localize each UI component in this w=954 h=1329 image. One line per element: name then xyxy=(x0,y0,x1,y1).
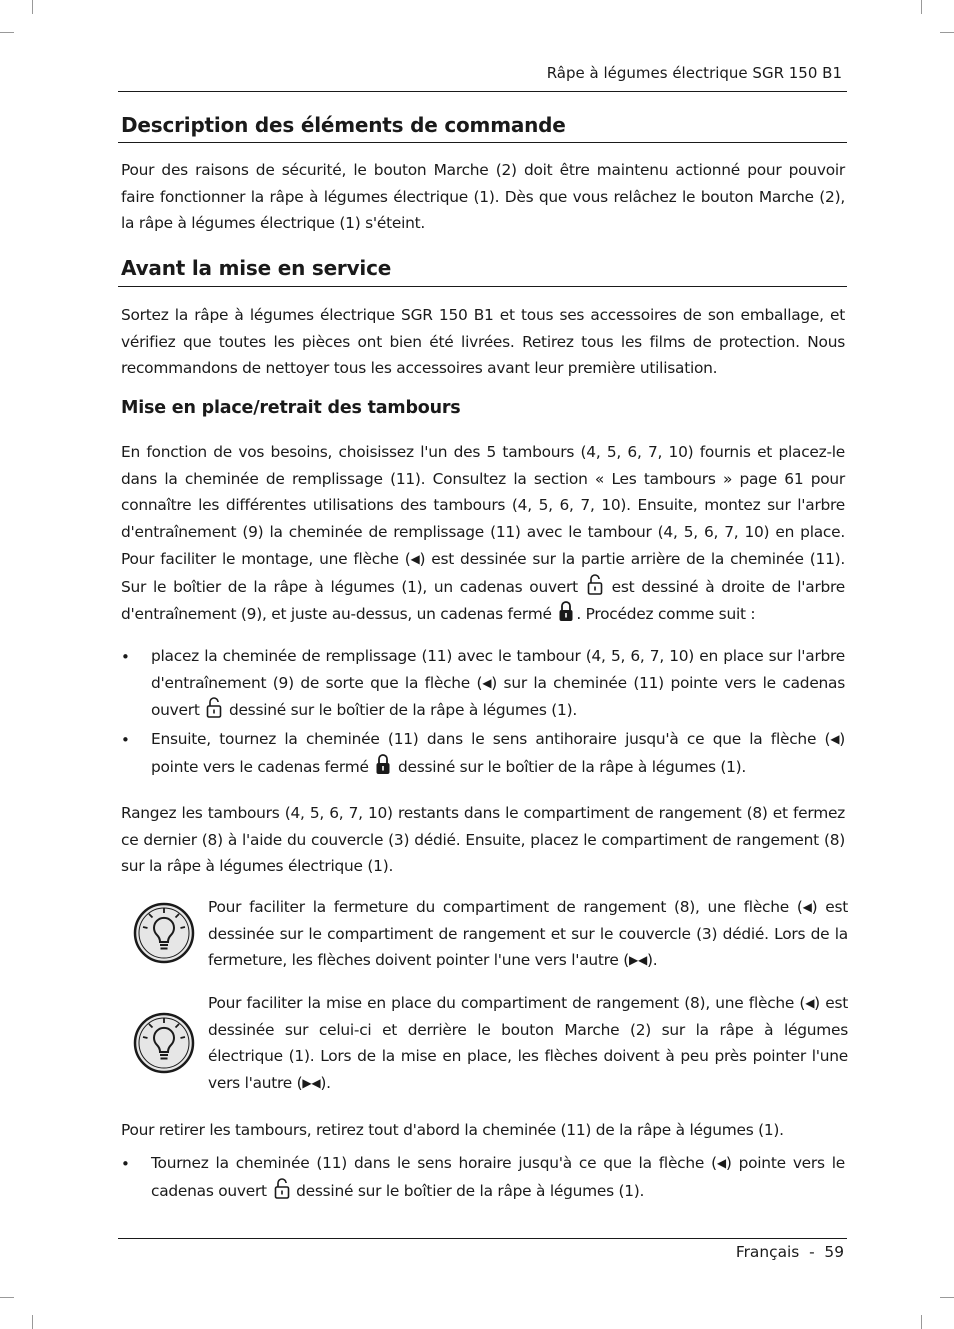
subsection-title-drums: Mise en place/retrait des tambours xyxy=(121,398,461,418)
crop-mark xyxy=(940,32,954,33)
arrow-left-symbol: ◀ xyxy=(805,996,815,1010)
list-item xyxy=(151,643,845,724)
text-fragment: ). xyxy=(647,951,658,970)
text-fragment: ) pointe vers le cadenas fermé xyxy=(151,730,845,776)
arrow-left-symbol: ◀ xyxy=(802,900,812,914)
paragraph-storage: Rangez les tambours (4, 5, 6, 7, 10) restants dans le compartiment de rangement (8) et fermez ce dernier (8) à l'aide du couvercle (3) dédié. Ensuite, placez le compartiment de rangement (8) sur la râpe à légumes électrique (1). xyxy=(121,804,845,876)
text-fragment: placez la cheminée de remplissage (11) avec le tambour (4, 5, 6, 7, 10) en place sur l'arbre d'entraînement (9) de sorte que la flèche ( xyxy=(151,647,845,692)
crop-mark xyxy=(921,1315,922,1329)
crop-mark xyxy=(921,0,922,14)
header-rule xyxy=(118,91,847,92)
text-fragment: Tournez la cheminée (11) dans le sens horaire jusqu'à ce que la flèche ( xyxy=(151,1154,717,1172)
text-fragment: dessiné sur le boîtier de la râpe à légumes (1). xyxy=(228,701,577,720)
padlock-open-icon xyxy=(587,573,603,595)
text-fragment: Pour faciliter la fermeture du compartiment de rangement (8), une flèche ( xyxy=(208,898,803,916)
arrow-left-symbol: ◀ xyxy=(410,551,420,566)
paragraph-remove-drums: Pour retirer les tambours, retirez tout d'abord la cheminée (11) de la râpe à légumes (1). xyxy=(121,1121,784,1139)
text-fragment: ). xyxy=(320,1074,331,1093)
bullet-marker: • xyxy=(121,731,130,749)
text-fragment: Ensuite, tournez la cheminée (11) dans le sens antihoraire jusqu'à ce que la flèche ( xyxy=(151,730,831,748)
arrows-facing-symbol: ▶◀ xyxy=(629,953,648,968)
section-rule xyxy=(118,142,847,143)
crop-mark xyxy=(32,0,33,14)
arrow-left-symbol: ◀ xyxy=(830,732,840,746)
padlock-closed-icon xyxy=(558,600,574,622)
lightbulb-tip-icon xyxy=(133,902,195,964)
crop-mark xyxy=(32,1315,33,1329)
arrow-left-symbol: ◀ xyxy=(716,1156,726,1170)
text-fragment: dessiné sur le boîtier de la râpe à légumes (1). xyxy=(398,757,747,776)
section-title-description: Description des éléments de commande xyxy=(121,113,566,137)
list-item xyxy=(151,1150,845,1204)
arrows-facing-symbol: ▶◀ xyxy=(302,1076,321,1091)
padlock-open-icon xyxy=(206,696,222,718)
text-fragment: dessiné sur le boîtier de la râpe à légumes (1). xyxy=(296,1181,645,1200)
tip-paragraph xyxy=(208,990,848,1097)
text-fragment: ) est dessinée sur celui-ci et derrière le bouton Marche (2) sur la râpe à légumes électrique (1). Lors de la mise en place, les flèches doivent à peu près pointer l'une vers l'autre ( xyxy=(208,994,848,1093)
section-title-before-use: Avant la mise en service xyxy=(121,256,392,280)
text-fragment: ) sur la cheminée (11) pointe vers le cadenas ouvert xyxy=(151,673,845,720)
paragraph-drums xyxy=(121,439,845,628)
padlock-open-icon xyxy=(274,1177,290,1199)
text-fragment: est dessiné à droite de l'arbre d'entraînement (9), et juste au-dessus, un cadenas fermé xyxy=(121,577,845,624)
section-rule xyxy=(118,286,847,287)
crop-mark xyxy=(0,32,14,33)
running-header: Râpe à légumes électrique SGR 150 B1 xyxy=(546,64,842,82)
text-fragment: ) est dessinée sur la partie arrière de la cheminée (11). Sur le boîtier de la râpe à légumes (1), un cadenas ouvert xyxy=(121,549,846,596)
bullet-marker: • xyxy=(121,1155,130,1173)
page-number: Français - 59 xyxy=(735,1243,844,1261)
text-fragment: En fonction de vos besoins, choisissez l'un des 5 tambours (4, 5, 6, 7, 10) fournis et placez-le dans la cheminée de remplissage (11). Consultez la section « Les tambours » page 61 pour connaître les différentes utilisations des tambours (4, 5, 6, 7, 10). Ensuite, montez sur l'arbre d'entraînement (9) la cheminée de remplissage (11) avec le tambour (4, 5, 6, 7, 10) en place. Pour faciliter le montage, une flèche ( xyxy=(121,443,845,568)
padlock-closed-icon xyxy=(375,753,391,775)
text-fragment: ) est dessinée sur le compartiment de rangement et sur le couvercle (3) dédié. Lors de la fermeture, les flèches doivent pointer l'une vers l'autre ( xyxy=(208,898,849,970)
bullet-marker: • xyxy=(121,648,130,666)
text-fragment: . Procédez comme suit : xyxy=(576,605,756,624)
text-fragment: ) pointe vers le cadenas ouvert xyxy=(151,1154,845,1200)
list-item xyxy=(151,726,845,780)
paragraph-before-use: Sortez la râpe à légumes électrique SGR 150 B1 et tous ses accessoires de son emballage, et vérifiez que toutes les pièces ont bien été livrées. Retirez tous les films de protection. Nous recommandons de nettoyer tous les accessoires avant leur première utilisation. xyxy=(121,306,845,378)
arrow-left-symbol: ◀ xyxy=(482,675,492,690)
footer-rule xyxy=(118,1238,847,1239)
lightbulb-tip-icon xyxy=(133,1012,195,1074)
tip-paragraph xyxy=(208,894,848,974)
crop-mark xyxy=(0,1297,14,1298)
crop-mark xyxy=(940,1297,954,1298)
text-fragment: Pour faciliter la mise en place du compartiment de rangement (8), une flèche ( xyxy=(208,994,806,1012)
paragraph-description: Pour des raisons de sécurité, le bouton Marche (2) doit être maintenu actionné pour pouvoir faire fonctionner la râpe à légumes électrique (1). Dès que vous relâchez le bouton Marche (2), la râpe à légumes électrique (1) s'éteint. xyxy=(121,161,845,233)
